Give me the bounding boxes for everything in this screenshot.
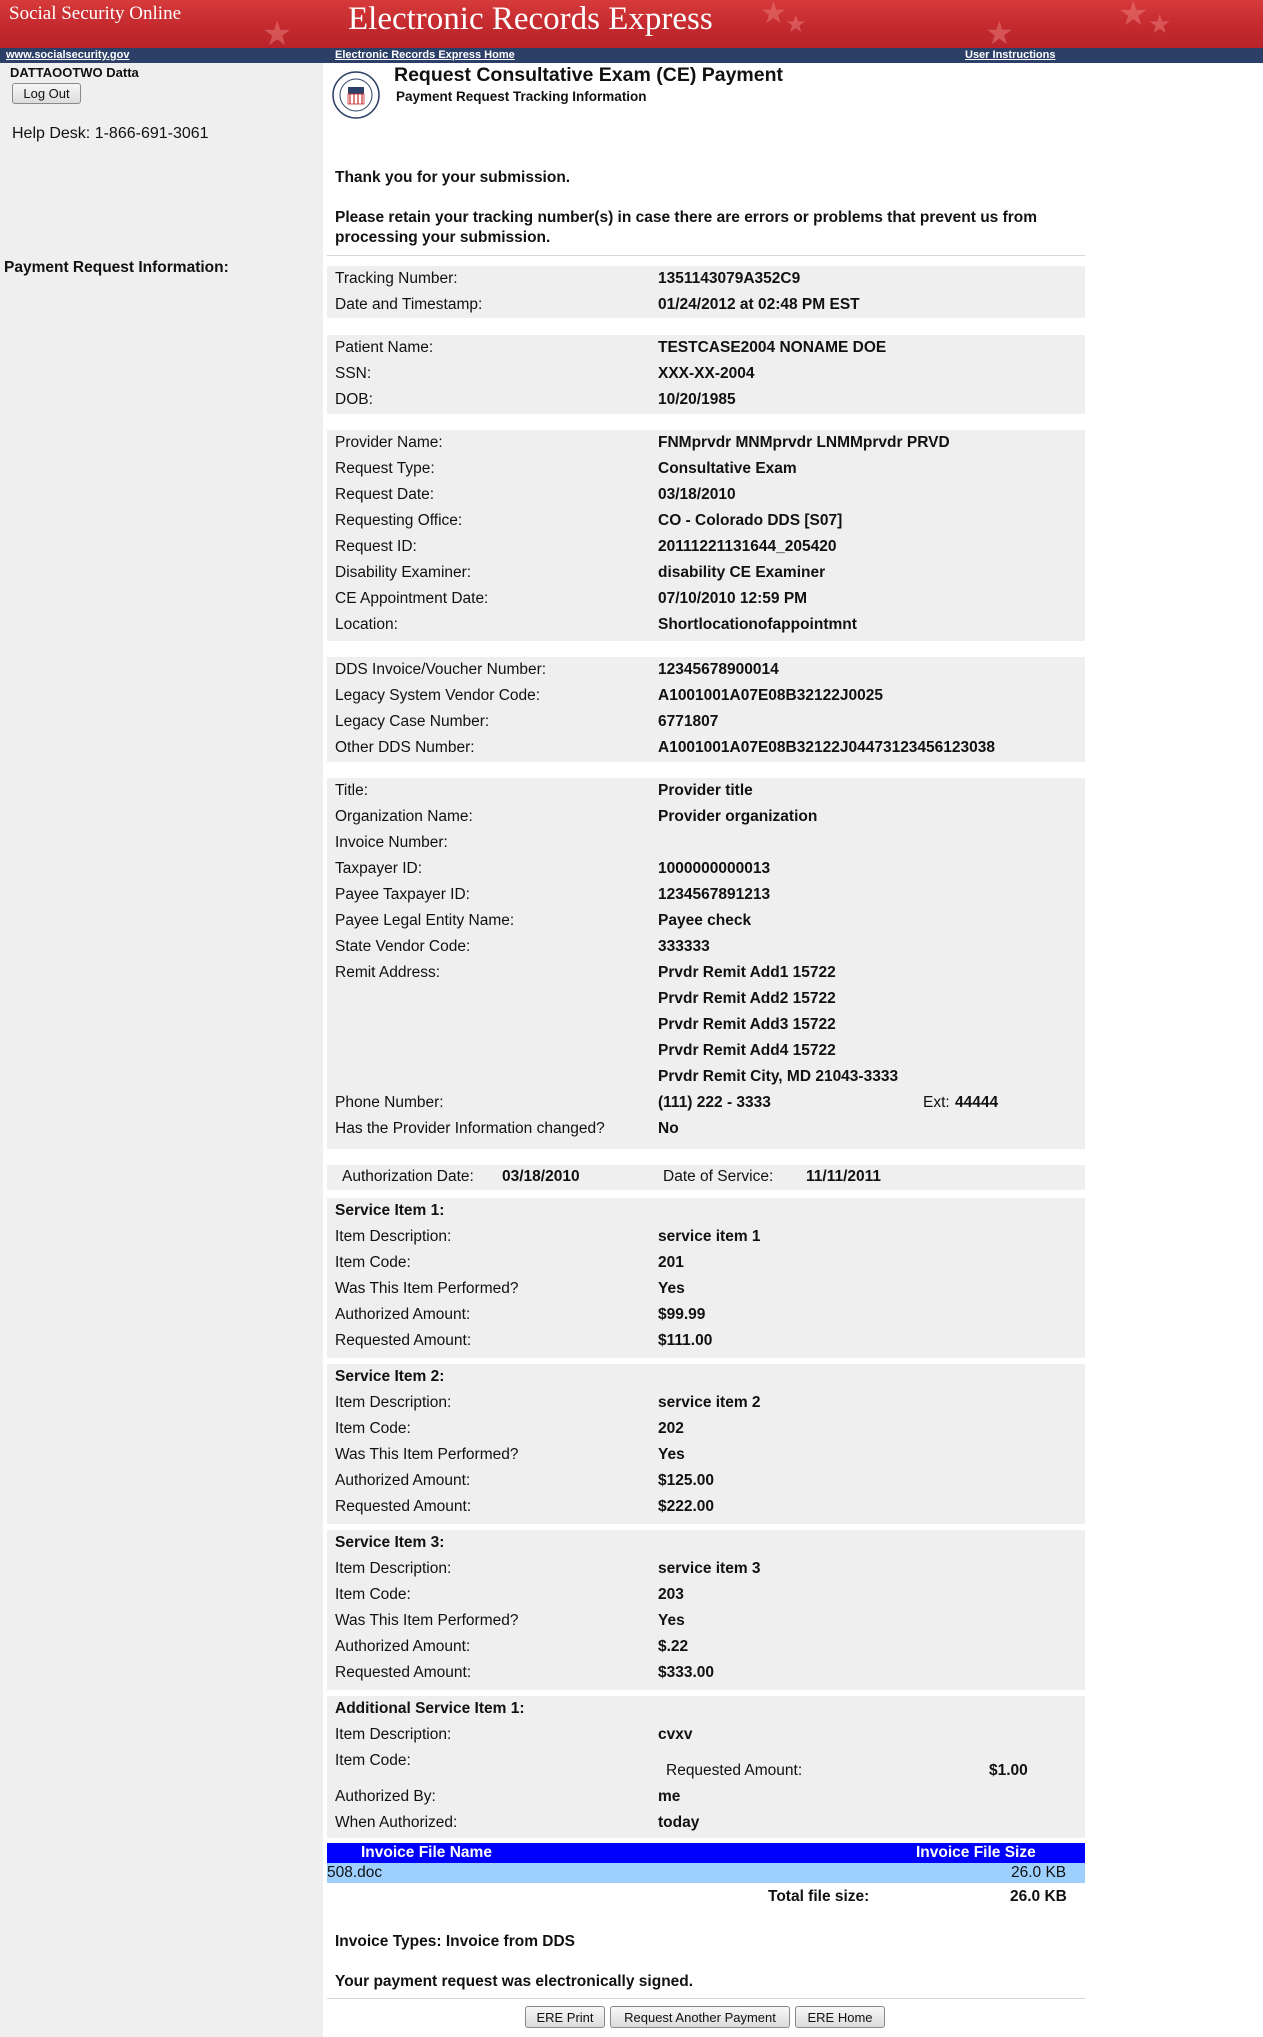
total-size-value: 26.0 KB xyxy=(1010,1888,1067,1905)
state-vendor-value: 333333 xyxy=(658,938,710,955)
star-decoration-icon: ★ xyxy=(1148,10,1172,40)
requested-amount-label: Requested Amount: xyxy=(335,1332,472,1349)
info-changed-label: Has the Provider Information changed? xyxy=(335,1120,605,1137)
taxpayer-id-label: Taxpayer ID: xyxy=(335,860,423,877)
authorization-date-label: Authorization Date: xyxy=(342,1168,474,1185)
item-code-label: Item Code: xyxy=(335,1752,411,1769)
divider xyxy=(327,1998,1085,1999)
requested-amount-value: $111.00 xyxy=(658,1332,713,1349)
item-description-label: Item Description: xyxy=(335,1726,452,1743)
dates-section xyxy=(327,1165,1085,1190)
service-date-value: 11/11/2011 xyxy=(806,1168,882,1185)
requesting-office-value: CO - Colorado DDS [S07] xyxy=(658,512,843,529)
timestamp-label: Date and Timestamp: xyxy=(335,296,483,313)
star-decoration-icon: ★ xyxy=(760,0,787,31)
requesting-office-label: Requesting Office: xyxy=(335,512,463,529)
authorized-amount-label: Authorized Amount: xyxy=(335,1472,471,1489)
payee-name-label: Payee Legal Entity Name: xyxy=(335,912,515,929)
signed-message: Your payment request was electronically signed. xyxy=(335,1973,694,1990)
authorized-amount-label: Authorized Amount: xyxy=(335,1638,471,1655)
ssa-home-link[interactable]: www.socialsecurity.gov xyxy=(6,49,130,61)
service-item-heading: Service Item 3: xyxy=(335,1534,445,1551)
appointment-date-value: 07/10/2010 12:59 PM xyxy=(658,590,808,607)
ext-value: 44444 xyxy=(955,1094,999,1111)
authorized-amount-value: $.22 xyxy=(658,1638,689,1655)
taxpayer-id-value: 1000000000013 xyxy=(658,860,771,877)
ssa-seal-icon xyxy=(331,70,381,120)
nav-bar xyxy=(0,48,1263,63)
item-description-value: cvxv xyxy=(658,1726,693,1743)
request-date-label: Request Date: xyxy=(335,486,435,503)
file-size-column-header: Invoice File Size xyxy=(916,1844,1036,1861)
title-value: Provider title xyxy=(658,782,753,799)
provider-section xyxy=(327,778,1085,1149)
remit-address-line: Prvdr Remit Add1 15722 xyxy=(658,964,836,981)
retain-tracking-message: Please retain your tracking number(s) in case there are errors or problems that prevent us from processing your submission. xyxy=(335,209,1038,246)
state-vendor-label: State Vendor Code: xyxy=(335,938,471,955)
invoice-number-label: Invoice Number: xyxy=(335,834,448,851)
file-table-header xyxy=(327,1843,1085,1863)
organization-value: Provider organization xyxy=(658,808,818,825)
table-row[interactable] xyxy=(327,1863,1085,1883)
dob-value: 10/20/1985 xyxy=(658,391,736,408)
request-type-value: Consultative Exam xyxy=(658,460,797,477)
legacy-case-label: Legacy Case Number: xyxy=(335,713,490,730)
organization-label: Organization Name: xyxy=(335,808,473,825)
divider xyxy=(327,255,1085,256)
patient-name-value: TESTCASE2004 NONAME DOE xyxy=(658,339,887,356)
item-description-label: Item Description: xyxy=(335,1560,452,1577)
sidebar xyxy=(0,63,323,2037)
when-authorized-value: today xyxy=(658,1814,700,1831)
phone-label: Phone Number: xyxy=(335,1094,444,1111)
service-item-heading: Service Item 1: xyxy=(335,1202,445,1219)
info-changed-value: No xyxy=(658,1120,679,1137)
requested-amount-label: Requested Amount: xyxy=(335,1498,472,1515)
dds-section xyxy=(327,657,1085,762)
page-subtitle: Payment Request Tracking Information xyxy=(396,89,647,104)
site-title: Electronic Records Express xyxy=(348,1,713,37)
star-decoration-icon: ★ xyxy=(1118,0,1149,34)
item-description-label: Item Description: xyxy=(335,1228,452,1245)
disability-examiner-value: disability CE Examiner xyxy=(658,564,826,581)
site-banner xyxy=(0,0,1263,48)
service-item-heading: Service Item 2: xyxy=(335,1368,445,1385)
service-item-section xyxy=(327,1530,1085,1690)
title-label: Title: xyxy=(335,782,369,799)
authorized-amount-value: $125.00 xyxy=(658,1472,715,1489)
tracking-number-label: Tracking Number: xyxy=(335,270,458,287)
star-decoration-icon: ★ xyxy=(985,14,1014,48)
sidebar-section-heading: Payment Request Information: xyxy=(4,259,229,276)
ssn-value: XXX-XX-2004 xyxy=(658,365,755,382)
ere-home-link[interactable]: Electronic Records Express Home xyxy=(335,49,515,61)
dds-invoice-label: DDS Invoice/Voucher Number: xyxy=(335,661,547,678)
other-dds-value: A1001001A07E08B32122J04473123456123038 xyxy=(658,739,996,756)
ere-home-button[interactable]: ERE Home xyxy=(795,2006,885,2028)
page-title: Request Consultative Exam (CE) Payment xyxy=(394,64,784,86)
payee-taxpayer-value: 1234567891213 xyxy=(658,886,771,903)
item-performed-value: Yes xyxy=(658,1280,685,1297)
tracking-section xyxy=(327,266,1085,318)
item-performed-value: Yes xyxy=(658,1612,685,1629)
star-decoration-icon: ★ xyxy=(262,14,293,48)
when-authorized-label: When Authorized: xyxy=(335,1814,458,1831)
item-description-value: service item 1 xyxy=(658,1228,761,1245)
requested-amount-value: $222.00 xyxy=(658,1498,715,1515)
item-code-value: 201 xyxy=(658,1254,684,1271)
item-code-label: Item Code: xyxy=(335,1254,411,1271)
ssn-label: SSN: xyxy=(335,365,372,382)
dds-invoice-value: 12345678900014 xyxy=(658,661,779,678)
authorized-by-label: Authorized By: xyxy=(335,1788,436,1805)
request-another-payment-button[interactable]: Request Another Payment xyxy=(610,2006,790,2028)
file-size-cell: 26.0 KB xyxy=(1011,1864,1067,1881)
total-size-label: Total file size: xyxy=(768,1888,870,1905)
help-desk-phone: Help Desk: 1-866-691-3061 xyxy=(12,125,209,142)
additional-service-section xyxy=(327,1696,1085,1838)
thank-you-message: Thank you for your submission. xyxy=(335,169,571,186)
invoice-types-text: Invoice Types: Invoice from DDS xyxy=(335,1933,576,1950)
requested-amount-value: $1.00 xyxy=(989,1762,1028,1779)
item-performed-label: Was This Item Performed? xyxy=(335,1280,519,1297)
item-description-value: service item 2 xyxy=(658,1394,761,1411)
request-id-label: Request ID: xyxy=(335,538,417,555)
requested-amount-label: Requested Amount: xyxy=(335,1664,472,1681)
tracking-number-value: 1351143079A352C9 xyxy=(658,270,801,287)
service-date-label: Date of Service: xyxy=(663,1168,774,1185)
requested-amount-label: Requested Amount: xyxy=(666,1762,803,1779)
file-name-column-header: Invoice File Name xyxy=(361,1844,492,1861)
legacy-case-value: 6771807 xyxy=(658,713,719,730)
remit-address-label: Remit Address: xyxy=(335,964,441,981)
other-dds-label: Other DDS Number: xyxy=(335,739,475,756)
requested-amount-value: $333.00 xyxy=(658,1664,715,1681)
item-performed-label: Was This Item Performed? xyxy=(335,1612,519,1629)
service-item-section xyxy=(327,1364,1085,1524)
request-section xyxy=(327,430,1085,641)
remit-address-line: Prvdr Remit Add2 15722 xyxy=(658,990,836,1007)
user-instructions-link[interactable]: User Instructions xyxy=(965,49,1056,61)
timestamp-value: 01/24/2012 at 02:48 PM EST xyxy=(658,296,860,313)
location-label: Location: xyxy=(335,616,398,633)
item-description-label: Item Description: xyxy=(335,1394,452,1411)
item-description-value: service item 3 xyxy=(658,1560,761,1577)
remit-address-line: Prvdr Remit City, MD 21043-3333 xyxy=(658,1068,899,1085)
remit-address-line: Prvdr Remit Add3 15722 xyxy=(658,1016,836,1033)
patient-section xyxy=(327,335,1085,414)
disability-examiner-label: Disability Examiner: xyxy=(335,564,472,581)
patient-name-label: Patient Name: xyxy=(335,339,434,356)
brand-name: Social Security Online xyxy=(9,3,182,24)
dob-label: DOB: xyxy=(335,391,373,408)
remit-address-line: Prvdr Remit Add4 15722 xyxy=(658,1042,836,1059)
legacy-vendor-value: A1001001A07E08B32122J0025 xyxy=(658,687,883,704)
request-id-value: 20111221131644_205420 xyxy=(658,538,837,555)
payee-taxpayer-label: Payee Taxpayer ID: xyxy=(335,886,470,903)
authorized-amount-value: $99.99 xyxy=(658,1306,706,1323)
service-item-section xyxy=(327,1198,1085,1358)
user-name: DATTAOOTWO Datta xyxy=(10,65,139,80)
request-date-value: 03/18/2010 xyxy=(658,486,736,503)
ext-label: Ext: xyxy=(923,1094,950,1111)
authorized-by-value: me xyxy=(658,1788,681,1805)
item-performed-label: Was This Item Performed? xyxy=(335,1446,519,1463)
file-name-cell: 508.doc xyxy=(327,1864,383,1881)
item-code-value: 203 xyxy=(658,1586,684,1603)
appointment-date-label: CE Appointment Date: xyxy=(335,590,489,607)
provider-name-value: FNMprvdr MNMprvdr LNMMprvdr PRVD xyxy=(658,434,950,451)
additional-item-heading: Additional Service Item 1: xyxy=(335,1700,525,1717)
location-value: Shortlocationofappointmnt xyxy=(658,616,857,633)
request-type-label: Request Type: xyxy=(335,460,435,477)
item-performed-value: Yes xyxy=(658,1446,685,1463)
logout-button[interactable]: Log Out xyxy=(12,83,81,104)
authorized-amount-label: Authorized Amount: xyxy=(335,1306,471,1323)
authorization-date-value: 03/18/2010 xyxy=(502,1168,580,1185)
ere-print-button[interactable]: ERE Print xyxy=(525,2006,605,2028)
item-code-value: 202 xyxy=(658,1420,684,1437)
payee-name-value: Payee check xyxy=(658,912,752,929)
item-code-label: Item Code: xyxy=(335,1586,411,1603)
item-code-label: Item Code: xyxy=(335,1420,411,1437)
phone-value: (111) 222 - 3333 xyxy=(658,1094,771,1111)
star-decoration-icon: ★ xyxy=(785,10,807,38)
provider-name-label: Provider Name: xyxy=(335,434,443,451)
legacy-vendor-label: Legacy System Vendor Code: xyxy=(335,687,541,704)
